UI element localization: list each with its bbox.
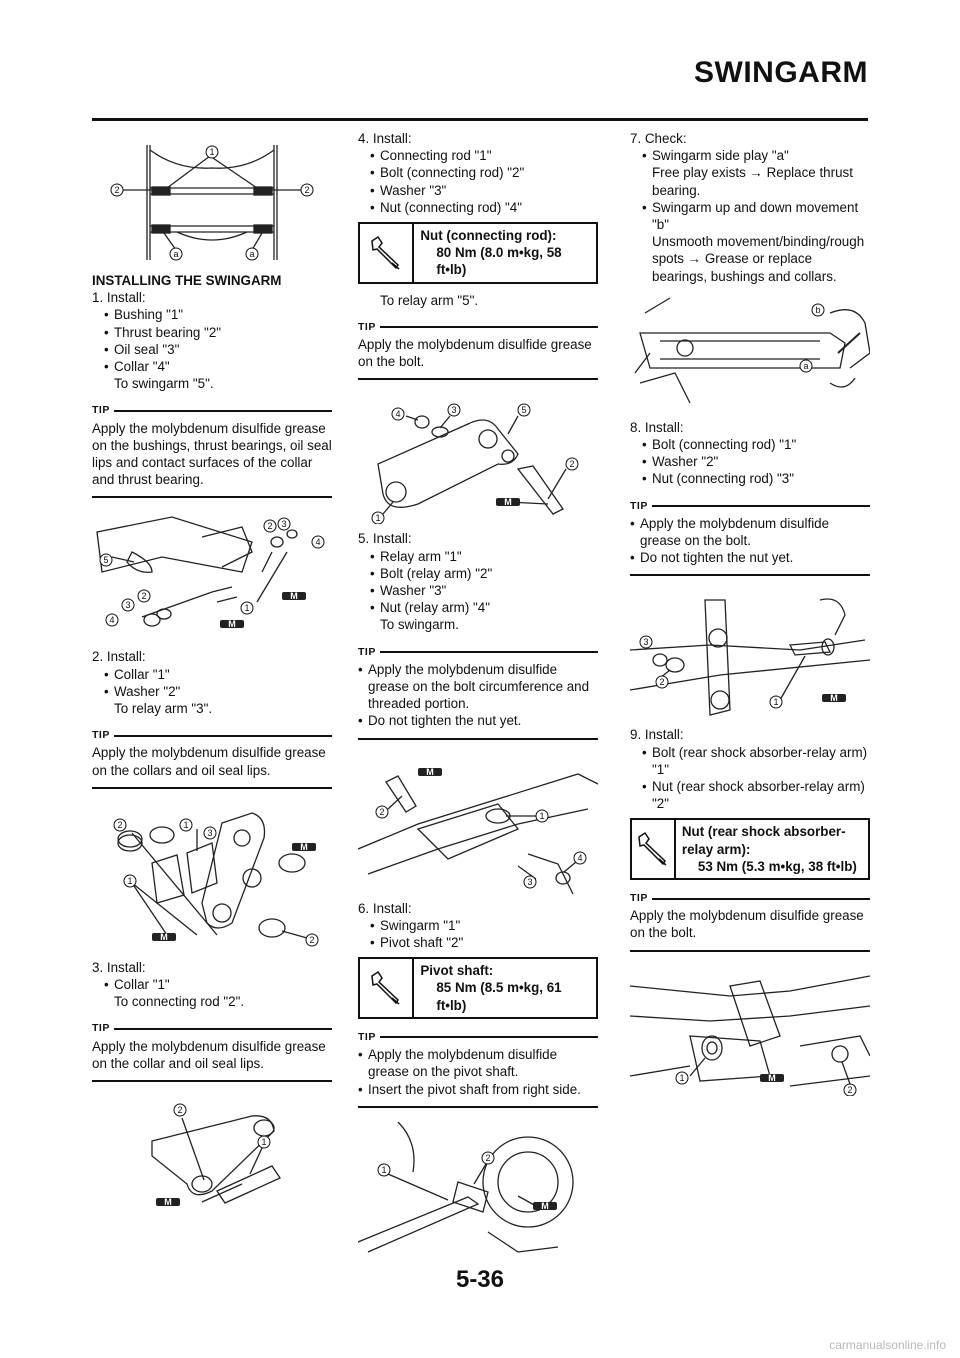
list-item: • Oil seal "3" [104, 341, 332, 358]
grease-symbol: M [768, 1072, 776, 1083]
tip-box [630, 498, 870, 577]
torque-spec-box [358, 222, 598, 284]
grease-symbol: M [426, 766, 434, 777]
list-item: • Collar "1" [104, 666, 332, 683]
callout-2: 2 [141, 591, 147, 602]
grease-symbol: M [300, 841, 308, 852]
check-item-sub: Free play exists → Replace thrust bearing. [652, 165, 853, 198]
check-item: Swingarm side play "a" [652, 148, 789, 164]
list-item: • Bolt (relay arm) "2" [370, 565, 598, 582]
list-item: • Thrust bearing "2" [104, 324, 332, 341]
tip-label: TIP [92, 729, 110, 742]
list-item: • Washer "3" [370, 182, 598, 199]
step-title: 6. Install: [358, 900, 412, 916]
spec-value: 85 Nm (8.5 m•kg, 61 ft•lb) [436, 980, 562, 1013]
figure-shock-absorber-bolt [630, 966, 870, 1096]
list-item: • Relay arm "1" [370, 548, 598, 565]
callout-2: 2 [569, 459, 575, 470]
step-sub: To relay arm "3". [114, 701, 213, 717]
figure-swingarm-top [92, 130, 332, 268]
callout-4: 4 [577, 852, 583, 863]
tip-label: TIP [358, 645, 376, 658]
tip-label: TIP [358, 1030, 376, 1043]
list-item [642, 147, 870, 199]
spec-value: 53 Nm (5.3 m•kg, 38 ft•lb) [697, 858, 857, 874]
list-item: • Insert the pivot shaft from right side. [358, 1081, 598, 1098]
spec-label: Nut (rear shock absorber-relay arm): [681, 824, 846, 857]
tip-label: TIP [92, 404, 110, 417]
grease-symbol: M [541, 1200, 549, 1211]
step-title: 2. Install: [92, 649, 146, 665]
callout-5: 5 [521, 405, 527, 416]
torque-wrench-icon [360, 224, 414, 282]
callout-2: 2 [117, 819, 123, 830]
tip-box [92, 727, 332, 789]
grease-symbol: M [164, 1197, 172, 1208]
list-item: • Connecting rod "1" [370, 147, 598, 164]
callout-2: 2 [267, 521, 273, 532]
list-item: • Nut (relay arm) "4" [370, 599, 598, 616]
callout-2: 2 [485, 1152, 491, 1163]
page-number: 5-36 [455, 1266, 505, 1293]
step-6 [358, 900, 598, 952]
step-sub: To connecting rod "2". [114, 994, 245, 1010]
callout-1: 1 [183, 819, 189, 830]
figure-relay-arm-collars [92, 803, 332, 953]
grease-symbol: M [290, 591, 298, 602]
list-item: • Nut (connecting rod) "3" [642, 470, 870, 487]
spec-label: Pivot shaft: [420, 963, 494, 979]
callout-4: 4 [395, 409, 401, 420]
tip-box [358, 319, 598, 381]
step-8 [630, 419, 870, 488]
watermark: carmanualsonline.info [829, 1338, 946, 1352]
callout-1: 1 [381, 1164, 387, 1175]
step-4 [358, 130, 598, 216]
callout-2: 2 [379, 806, 385, 817]
list-item: • Apply the molybdenum disulfide grease on the bolt. [630, 515, 870, 549]
figure-pivot-shaft [358, 1122, 598, 1262]
callout-2: 2 [114, 185, 120, 195]
tip-text: Apply the molybdenum disulfide grease on the bolt. [358, 337, 592, 370]
callout-1: 1 [209, 147, 215, 157]
grease-symbol: M [504, 497, 512, 508]
callout-2: 2 [177, 1105, 183, 1116]
list-item: • Apply the molybdenum disulfide grease on the pivot shaft. [358, 1046, 598, 1080]
column-3 [630, 130, 870, 1096]
step-1 [92, 289, 332, 392]
figure-connecting-rod [92, 1096, 332, 1216]
step-title: 5. Install: [358, 531, 412, 547]
tip-text: Apply the molybdenum disulfide grease on the bolt. [630, 908, 864, 941]
list-item: • Pivot shaft "2" [370, 934, 598, 951]
callout-5: 5 [103, 555, 109, 566]
spec-label: Nut (connecting rod): [420, 228, 557, 244]
callout-3: 3 [643, 637, 649, 648]
callout-1: 1 [244, 603, 250, 614]
figure-swingarm-bearings [92, 512, 332, 642]
callout-b: b [815, 304, 821, 315]
callout-3: 3 [527, 876, 533, 887]
step-2 [92, 648, 332, 717]
tip-box [358, 1029, 598, 1108]
callout-1: 1 [773, 697, 779, 708]
step-sub: To swingarm. [380, 617, 459, 633]
callout-1: 1 [261, 1137, 267, 1148]
list-item [642, 199, 870, 285]
callout-3: 3 [281, 519, 287, 530]
step-title: 4. Install: [358, 131, 412, 146]
callout-3: 3 [125, 600, 131, 611]
list-item: • Do not tighten the nut yet. [358, 712, 598, 729]
grease-symbol: M [160, 931, 168, 942]
torque-wrench-icon [360, 959, 414, 1017]
callout-a: a [249, 249, 255, 259]
step-9 [630, 726, 870, 812]
tip-label: TIP [92, 1022, 110, 1035]
step-title: 3. Install: [92, 959, 146, 975]
figure-relay-arm-bolt [358, 394, 598, 524]
callout-1: 1 [375, 513, 381, 524]
step-3 [92, 959, 332, 1011]
callout-2: 2 [304, 185, 310, 195]
list-item: • Nut (connecting rod) "4" [370, 199, 598, 216]
list-item: • Bushing "1" [104, 306, 332, 323]
list-item: • Washer "3" [370, 582, 598, 599]
torque-wrench-icon [632, 820, 676, 878]
callout-2: 2 [847, 1084, 853, 1095]
list-item: • Bolt (connecting rod) "2" [370, 164, 598, 181]
callout-1: 1 [539, 810, 545, 821]
callout-4: 4 [315, 537, 321, 548]
step-title: 9. Install: [630, 727, 684, 743]
step-5 [358, 530, 598, 633]
header-rule [92, 118, 868, 121]
callout-2: 2 [659, 677, 665, 688]
tip-label: TIP [630, 892, 648, 905]
check-item-sub: Unsmooth movement/binding/rough spots → Grease or replace bearings, bushings and collars. [652, 234, 865, 284]
list-item: • Collar "1" [104, 976, 332, 993]
list-item: • Bolt (rear shock absorber-relay arm) "1" [642, 744, 870, 778]
tip-label: TIP [358, 320, 376, 333]
tip-text: Apply the molybdenum disulfide grease on the collar and oil seal lips. [92, 1038, 326, 1071]
list-item: • Nut (rear shock absorber-relay arm) "2" [642, 778, 870, 812]
callout-4: 4 [109, 615, 115, 626]
callout-1: 1 [127, 875, 133, 886]
section-heading: INSTALLING THE SWINGARM [92, 273, 282, 288]
grease-symbol: M [228, 619, 236, 630]
callout-a: a [803, 360, 809, 371]
check-item: Swingarm up and down movement "b" [652, 199, 859, 233]
column-1 [92, 130, 332, 1216]
torque-spec-box [358, 957, 598, 1019]
list-item: • Collar "4" [104, 358, 332, 375]
tip-label: TIP [630, 499, 648, 512]
tip-box [358, 644, 598, 740]
callout-3: 3 [207, 827, 213, 838]
list-item: • Swingarm "1" [370, 917, 598, 934]
figure-relay-arm-install [358, 754, 598, 894]
callout-1: 1 [679, 1072, 685, 1083]
torque-spec-box [630, 818, 870, 880]
column-2 [358, 130, 598, 1262]
list-item: • Apply the molybdenum disulfide grease on the bolt circumference and threaded portion. [358, 661, 598, 713]
figure-connecting-rod-bolt [630, 590, 870, 720]
list-item: • Washer "2" [104, 683, 332, 700]
step-title: 7. Check: [630, 131, 687, 146]
callout-3: 3 [451, 405, 457, 416]
step-sub: To relay arm "5". [380, 292, 479, 308]
list-item: • Bolt (connecting rod) "1" [642, 436, 870, 453]
callout-2: 2 [309, 934, 315, 945]
tip-box [92, 402, 332, 498]
step-7 [630, 130, 870, 285]
step-sub: To swingarm "5". [114, 376, 214, 392]
tip-text: Apply the molybdenum disulfide grease on the collars and oil seal lips. [92, 745, 326, 778]
list-item: • Do not tighten the nut yet. [630, 549, 870, 566]
callout-a: a [173, 249, 179, 259]
grease-symbol: M [830, 693, 838, 704]
tip-box [92, 1020, 332, 1082]
list-item: • Washer "2" [642, 453, 870, 470]
step-title: 1. Install: [92, 290, 146, 306]
tip-text: Apply the molybdenum disulfide grease on the bushings, thrust bearings, oil seal lips and contact surfaces of the collar and thrust bearing. [92, 420, 332, 488]
step-title: 8. Install: [630, 419, 684, 435]
page-title: SWINGARM [694, 56, 868, 89]
figure-swingarm-play [630, 293, 870, 413]
tip-box [630, 890, 870, 952]
spec-value: 80 Nm (8.0 m•kg, 58 ft•lb) [436, 245, 562, 278]
